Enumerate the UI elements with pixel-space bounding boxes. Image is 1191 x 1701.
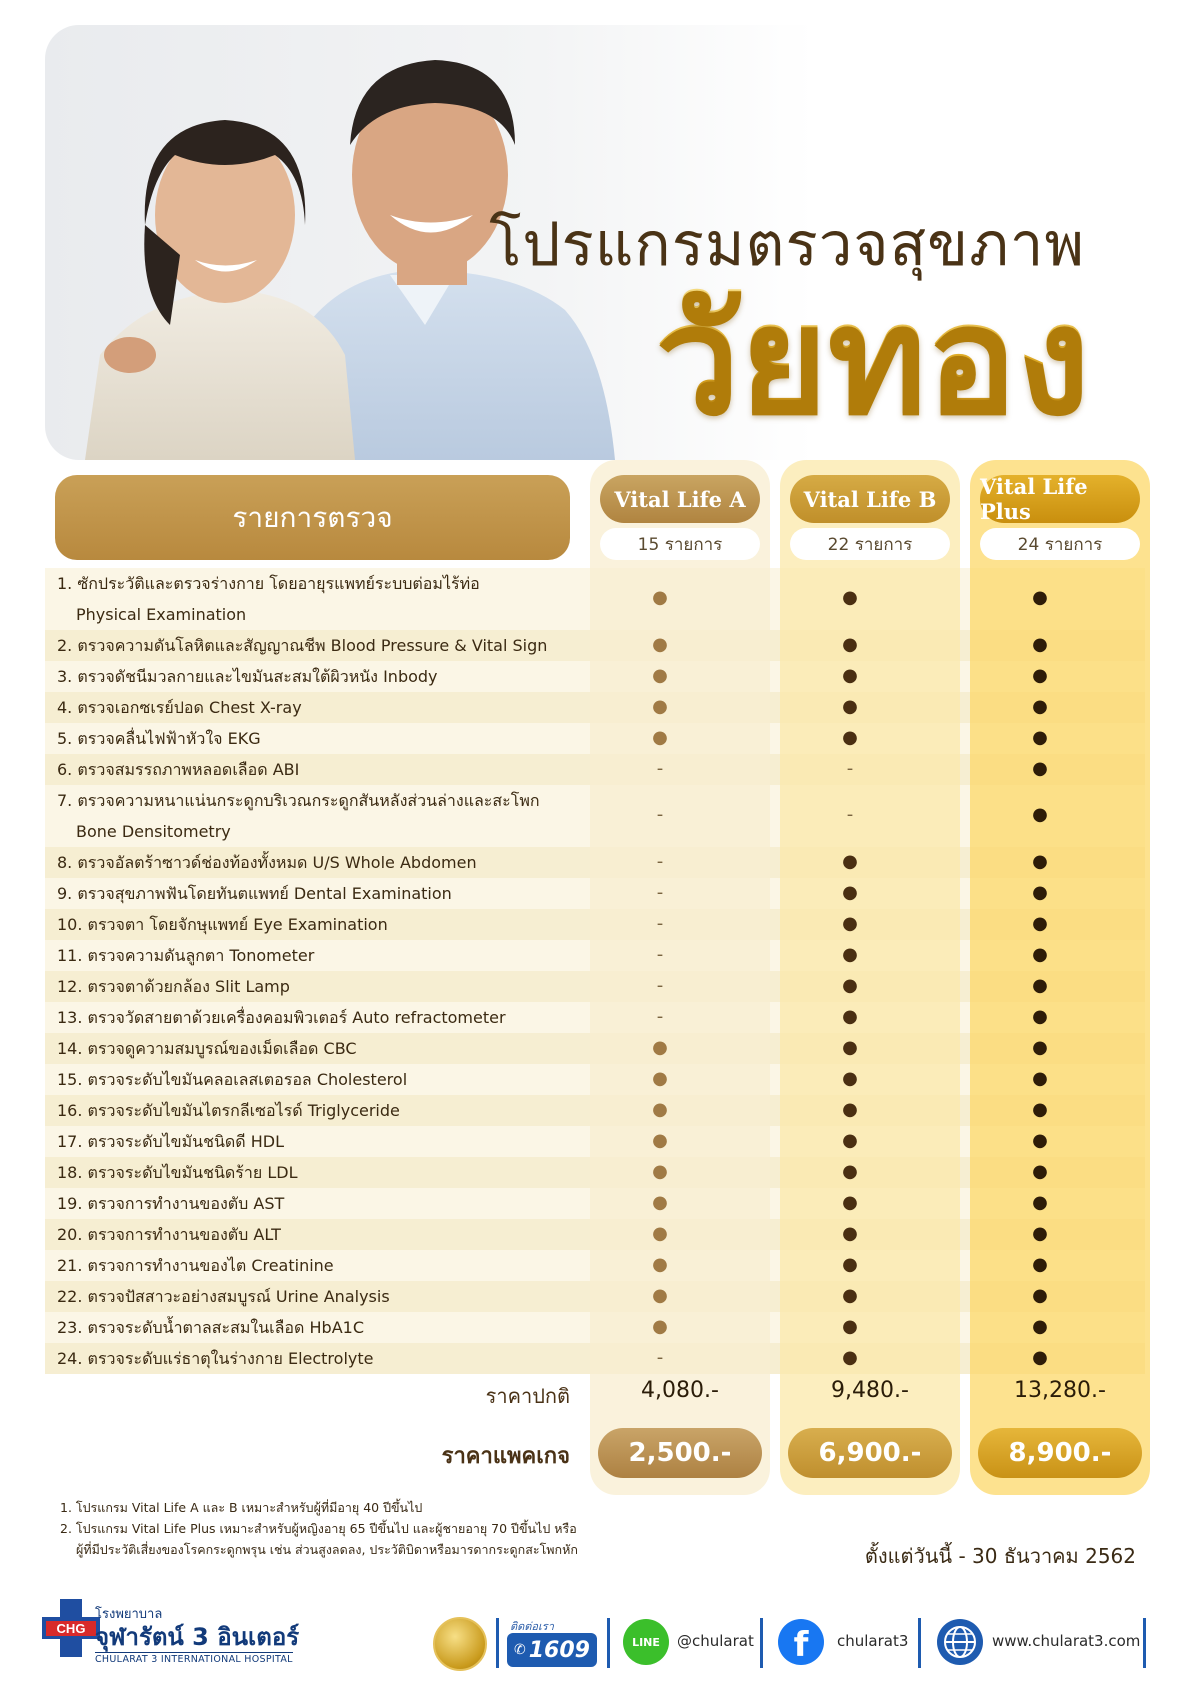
included-dot: ●: [652, 726, 668, 748]
included-dot: ●: [652, 587, 668, 608]
item-name-th: ตรวจระดับไขมันชนิดดี: [87, 1132, 246, 1151]
included-dot: ●: [652, 1160, 668, 1182]
table-row: [57, 1281, 587, 1312]
item-name-en: Blood Pressure & Vital Sign: [330, 636, 548, 655]
valid-until: ตั้งแต่วันนี้ - 30 ธันวาคม 2562: [864, 1544, 1136, 1568]
globe-icon[interactable]: [937, 1619, 983, 1665]
table-row: [57, 1064, 587, 1095]
package-count-a: 15 รายการ: [600, 528, 760, 560]
item-number: 13.: [57, 1008, 83, 1027]
item-name-en: Bone Densitometry: [76, 822, 231, 841]
item-name-th: ตรวจการทำงานของไต: [87, 1256, 247, 1275]
table-row: [57, 1033, 587, 1064]
line-id-link[interactable]: @chularat: [677, 1632, 754, 1650]
item-name-th: ตรวจดูความสมบูรณ์ของเม็ดเลือด: [87, 1039, 319, 1058]
hospital-name: จุฬารัตน์ 3 อินเตอร์: [95, 1623, 300, 1651]
hero-title: โปรแกรมตรวจสุขภาพ: [489, 210, 1085, 280]
item-name-en: AST: [253, 1194, 285, 1213]
included-dot: ●: [1032, 1315, 1048, 1337]
item-number: 12.: [57, 977, 83, 996]
included-dot: ●: [842, 943, 858, 965]
included-dot: ●: [1032, 664, 1048, 686]
item-name-th: ตรวจการทำงานของตับ: [87, 1225, 249, 1244]
table-row: [57, 1188, 587, 1219]
included-dot: ●: [652, 1098, 668, 1120]
included-dot: ●: [842, 1067, 858, 1089]
hospital-logo-icon: [40, 1597, 102, 1659]
package-price-a: 2,500.-: [598, 1428, 762, 1478]
included-dot: ●: [1032, 1253, 1048, 1275]
package-price-b: 6,900.-: [788, 1428, 952, 1478]
list-header: รายการตรวจ: [55, 475, 570, 560]
item-number: 16.: [57, 1101, 83, 1120]
table-row: [57, 1002, 587, 1033]
included-dot: ●: [842, 974, 858, 996]
not-included-mark: -: [846, 757, 854, 779]
table-row: [57, 630, 587, 661]
checkup-table: [45, 460, 1145, 1495]
hospital-name-en: CHULARAT 3 INTERNATIONAL HOSPITAL: [95, 1654, 293, 1665]
included-dot: ●: [1032, 1036, 1048, 1058]
included-dot: ●: [652, 1036, 668, 1058]
item-number: 11.: [57, 946, 83, 965]
item-number: 15.: [57, 1070, 83, 1089]
included-dot: ●: [1032, 1160, 1048, 1182]
item-number: 17.: [57, 1132, 83, 1151]
item-number: 21.: [57, 1256, 83, 1275]
item-name-en: Electrolyte: [287, 1349, 374, 1368]
item-number: 9.: [57, 884, 73, 903]
item-number: 2.: [57, 636, 73, 655]
included-dot: ●: [1032, 587, 1048, 608]
table-row: [57, 1095, 587, 1126]
item-name-en: CBC: [323, 1039, 357, 1058]
included-dot: ●: [1032, 1222, 1048, 1244]
included-dot: ●: [1032, 881, 1048, 903]
facebook-icon[interactable]: f: [778, 1619, 824, 1665]
included-dot: ●: [1032, 1191, 1048, 1213]
item-name-en: Eye Examination: [253, 915, 388, 934]
note-2-line2: ผู้ที่มีประวัติเสี่ยงของโรคกระดูกพรุน เช่น ส่วนสูงลดลง, ประวัติบิดาหรือมารดากระดูกสะโพกหัก: [76, 1542, 578, 1557]
item-name-th: ตรวจความดันลูกตา: [87, 946, 225, 965]
included-dot: ●: [1032, 943, 1048, 965]
not-included-mark: -: [656, 943, 664, 965]
included-dot: ●: [842, 850, 858, 872]
included-dot: ●: [842, 1160, 858, 1182]
item-name-th: ตรวจระดับไขมันชนิดร้าย: [87, 1163, 263, 1182]
included-dot: ●: [1032, 850, 1048, 872]
not-included-mark: -: [656, 1346, 664, 1368]
included-dot: ●: [842, 912, 858, 934]
regular-price-a: 4,080.-: [641, 1378, 719, 1403]
item-name-en: Tonometer: [229, 946, 315, 965]
included-dot: ●: [842, 1253, 858, 1275]
table-row: [57, 661, 587, 692]
included-dot: ●: [1032, 912, 1048, 934]
item-name-en: ABI: [272, 760, 300, 779]
item-name-th: ตรวจสุขภาพฟันโดยทันตแพทย์: [77, 884, 289, 903]
item-name-th: ตรวจระดับไขมันไตรกลีเซอไรด์: [87, 1101, 303, 1120]
divider: [607, 1618, 610, 1668]
item-name-th: ตรวจระดับแร่ธาตุในร่างกาย: [87, 1349, 283, 1368]
accreditation-seal-icon: [433, 1617, 487, 1671]
note-2-line1: 2. โปรแกรม Vital Life Plus เหมาะสำหรับผู้หญิงอายุ 65 ปีขึ้นไป และผู้ชายอายุ 70 ปีขึ้นไป หรือ: [60, 1521, 577, 1536]
included-dot: ●: [652, 633, 668, 655]
table-row: [57, 723, 587, 754]
table-row: [57, 1126, 587, 1157]
item-name-th: ตรวจความหนาแน่นกระดูกบริเวณกระดูกสันหลังส่วนล่างและสะโพก: [77, 791, 540, 810]
included-dot: ●: [842, 1315, 858, 1337]
included-dot: ●: [1032, 1129, 1048, 1151]
item-name-en: Dental Examination: [293, 884, 452, 903]
item-name-th: ตรวจสมรรถภาพหลอดเลือด: [77, 760, 268, 779]
package-count-plus: 24 รายการ: [980, 528, 1140, 560]
item-name-en: Triglyceride: [307, 1101, 400, 1120]
item-name-th: ตรวจระดับน้ำตาลสะสมในเลือด: [87, 1318, 305, 1337]
regular-price-b: 9,480.-: [831, 1378, 909, 1403]
package-count-b: 22 รายการ: [790, 528, 950, 560]
table-row: [57, 1312, 587, 1343]
included-dot: ●: [842, 633, 858, 655]
item-name-th: ตรวจระดับไขมันคลอเลสเตอรอล: [87, 1070, 312, 1089]
included-dot: ●: [842, 1284, 858, 1306]
table-row: [57, 847, 587, 878]
item-name-th: ตรวจคลื่นไฟฟ้าหัวใจ: [77, 729, 223, 748]
included-dot: ●: [1032, 633, 1048, 655]
item-name-en: Slit Lamp: [215, 977, 290, 996]
hero-title-gold: วัยทอง: [655, 273, 1090, 447]
included-dot: ●: [842, 664, 858, 686]
package-header-b: Vital Life B: [790, 475, 950, 523]
included-dot: ●: [1032, 804, 1048, 825]
divider: [918, 1618, 921, 1668]
item-number: 23.: [57, 1318, 83, 1337]
item-number: 20.: [57, 1225, 83, 1244]
item-number: 6.: [57, 760, 73, 779]
included-dot: ●: [652, 1222, 668, 1244]
divider: [496, 1618, 499, 1668]
included-dot: ●: [842, 1222, 858, 1244]
divider: [760, 1618, 763, 1668]
item-number: 4.: [57, 698, 73, 717]
included-dot: ●: [652, 1191, 668, 1213]
divider: [1143, 1618, 1146, 1668]
table-row: [57, 692, 587, 723]
included-dot: ●: [842, 726, 858, 748]
item-name-th: ตรวจดัชนีมวลกายและไขมันสะสมใต้ผิวหนัง: [77, 667, 378, 686]
table-row: [57, 1219, 587, 1250]
table-row: [57, 754, 587, 785]
included-dot: ●: [1032, 974, 1048, 996]
phone-icon: ✆: [514, 1642, 526, 1658]
hero-banner: [45, 25, 1145, 460]
included-dot: ●: [652, 1129, 668, 1151]
item-name-en: Auto refractometer: [352, 1008, 506, 1027]
regular-price-label: ราคาปกติ: [485, 1384, 570, 1408]
table-row: [57, 878, 587, 909]
item-number: 1.: [57, 574, 73, 593]
included-dot: ●: [652, 1067, 668, 1089]
not-included-mark: -: [656, 757, 664, 779]
column-vital-life-plus: [970, 460, 1150, 1495]
column-vital-life-b: [780, 460, 960, 1495]
notes: [60, 1497, 700, 1560]
item-name-en: ALT: [253, 1225, 281, 1244]
item-name-th: ตรวจปัสสาวะอย่างสมบูรณ์: [87, 1287, 271, 1306]
item-name-en: Creatinine: [251, 1256, 334, 1275]
item-number: 14.: [57, 1039, 83, 1058]
table-row: [57, 1157, 587, 1188]
item-name-en: HDL: [250, 1132, 285, 1151]
item-name-th: ตรวจตา โดยจักษุแพทย์: [87, 915, 249, 934]
website-link[interactable]: www.chularat3.com: [992, 1632, 1141, 1650]
column-vital-life-a: [590, 460, 770, 1495]
item-number: 19.: [57, 1194, 83, 1213]
item-name-en: Chest X-ray: [209, 698, 302, 717]
item-name-th: ตรวจความดันโลหิตและสัญญาณชีพ: [77, 636, 326, 655]
not-included-mark: -: [656, 804, 664, 825]
item-name-th: ซักประวัติและตรวจร่างกาย โดยอายุรแพทย์ระบบต่อมไร้ท่อ: [77, 574, 480, 593]
included-dot: ●: [1032, 1005, 1048, 1027]
not-included-mark: -: [656, 850, 664, 872]
item-name-th: ตรวจอัลตร้าซาวด์ช่องท้องทั้งหมด: [77, 853, 308, 872]
regular-price-plus: 13,280.-: [1014, 1378, 1106, 1403]
table-row: [57, 1250, 587, 1281]
included-dot: ●: [1032, 1346, 1048, 1368]
hospital-label: โรงพยาบาล: [95, 1607, 163, 1622]
included-dot: ●: [652, 664, 668, 686]
included-dot: ●: [842, 1129, 858, 1151]
not-included-mark: -: [656, 912, 664, 934]
included-dot: ●: [652, 1315, 668, 1337]
package-header-a: Vital Life A: [600, 475, 760, 523]
included-dot: ●: [1032, 1284, 1048, 1306]
included-dot: ●: [842, 881, 858, 903]
hotline-number: 1609: [528, 1637, 590, 1663]
item-name-th: ตรวจการทำงานของตับ: [87, 1194, 249, 1213]
included-dot: ●: [1032, 1098, 1048, 1120]
hotline-button[interactable]: [507, 1633, 597, 1667]
included-dot: ●: [1032, 726, 1048, 748]
table-row: [57, 785, 587, 847]
item-number: 24.: [57, 1349, 83, 1368]
included-dot: ●: [652, 1253, 668, 1275]
included-dot: ●: [1032, 757, 1048, 779]
table-row: [57, 1343, 587, 1374]
item-name-en: LDL: [267, 1163, 298, 1182]
facebook-link[interactable]: chularat3: [837, 1632, 909, 1650]
included-dot: ●: [1032, 1067, 1048, 1089]
package-price-label: ราคาแพคเกจ: [441, 1444, 570, 1469]
included-dot: ●: [842, 1098, 858, 1120]
logo-text: CHG: [56, 1621, 86, 1636]
contact-label: ติดต่อเรา: [510, 1620, 554, 1633]
table-row: [57, 909, 587, 940]
item-number: 22.: [57, 1287, 83, 1306]
table-row: [57, 568, 587, 630]
note-1: 1. โปรแกรม Vital Life A และ B เหมาะสำหรับผู้ที่มีอายุ 40 ปีขึ้นไป: [60, 1500, 423, 1515]
not-included-mark: -: [656, 1005, 664, 1027]
included-dot: ●: [652, 695, 668, 717]
included-dot: ●: [842, 1346, 858, 1368]
item-name-en: U/S Whole Abdomen: [312, 853, 477, 872]
item-number: 7.: [57, 791, 73, 810]
item-name-en: HbA1C: [309, 1318, 364, 1337]
item-number: 3.: [57, 667, 73, 686]
included-dot: ●: [652, 1284, 668, 1306]
item-name-en: Urine Analysis: [275, 1287, 390, 1306]
included-dot: ●: [842, 1191, 858, 1213]
item-name-th: ตรวจเอกซเรย์ปอด: [77, 698, 204, 717]
item-name-en: Physical Examination: [76, 605, 247, 624]
item-number: 18.: [57, 1163, 83, 1182]
included-dot: ●: [842, 695, 858, 717]
table-row: [57, 971, 587, 1002]
not-included-mark: -: [656, 881, 664, 903]
not-included-mark: -: [846, 804, 854, 825]
item-number: 10.: [57, 915, 83, 934]
package-header-plus: Vital Life Plus: [980, 475, 1140, 523]
item-number: 8.: [57, 853, 73, 872]
included-dot: ●: [1032, 695, 1048, 717]
item-name-en: Cholesterol: [316, 1070, 408, 1089]
included-dot: ●: [842, 1005, 858, 1027]
included-dot: ●: [842, 587, 858, 608]
included-dot: ●: [842, 1036, 858, 1058]
line-icon[interactable]: LINE: [623, 1619, 669, 1665]
table-row: [57, 940, 587, 971]
item-name-en: Inbody: [383, 667, 438, 686]
item-name-th: ตรวจวัดสายตาด้วยเครื่องคอมพิวเตอร์: [87, 1008, 348, 1027]
package-price-plus: 8,900.-: [978, 1428, 1142, 1478]
item-name-th: ตรวจตาด้วยกล้อง: [87, 977, 210, 996]
item-name-en: EKG: [227, 729, 261, 748]
not-included-mark: -: [656, 974, 664, 996]
item-number: 5.: [57, 729, 73, 748]
